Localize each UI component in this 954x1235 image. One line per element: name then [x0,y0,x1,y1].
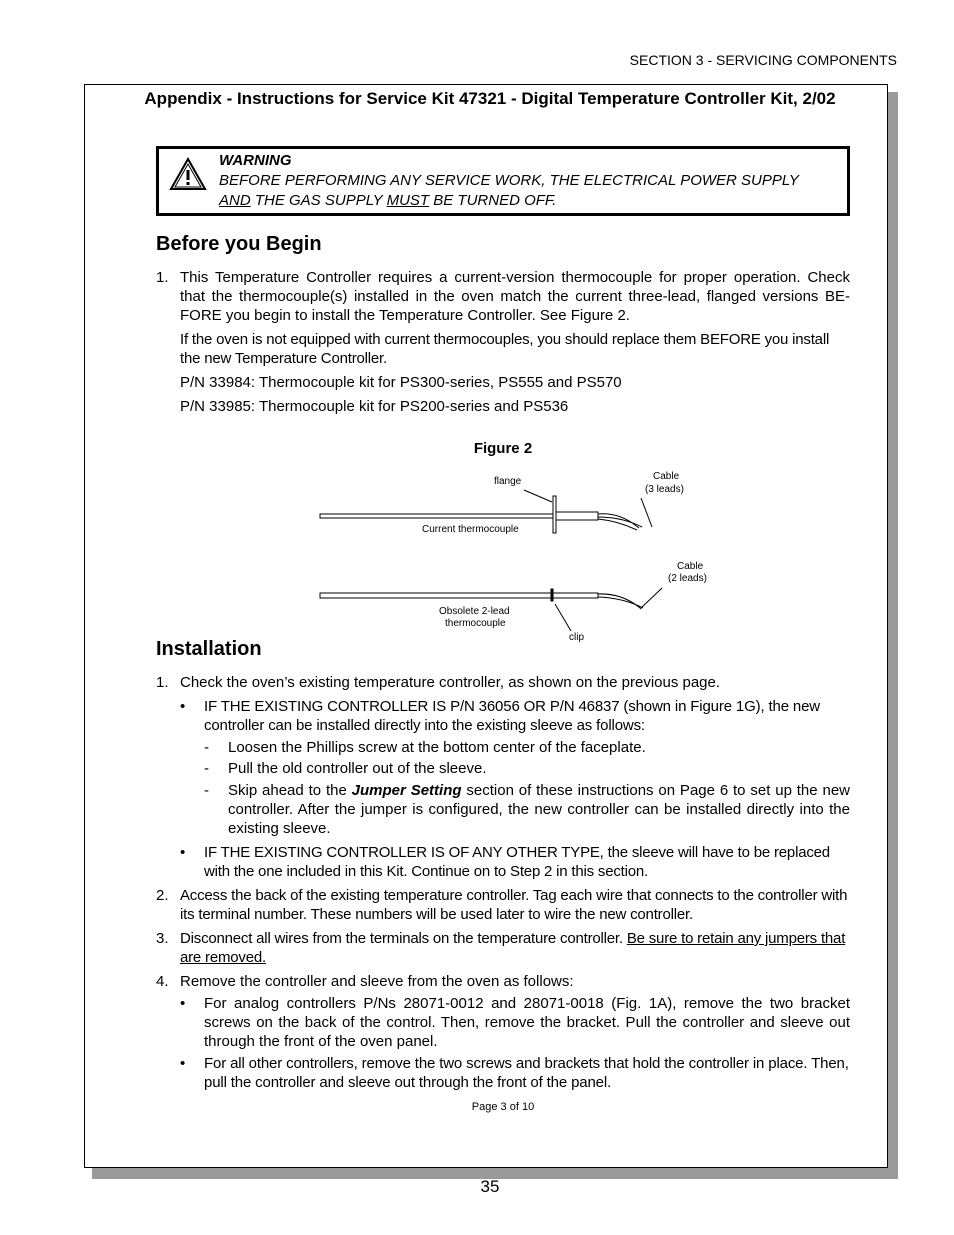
label-cable2-2: (2 leads) [668,573,707,584]
install-dash2: - [204,760,209,777]
install-step1-number: 1. [156,674,169,691]
install-step3-number: 3. [156,930,169,947]
current-probe-rod [320,514,555,518]
cable2-wire-a [598,594,640,608]
cable3-wire-c [598,519,637,530]
install-bullet1-text: IF THE EXISTING CONTROLLER IS P/N 36056 OR P/N 46837 (shown in Figure 1G), the new controller can be installed directly into the existing sleeve as follows: [204,698,820,734]
install-bullet2-text: IF THE EXISTING CONTROLLER IS OF ANY OTHER TYPE, the sleeve will have to be replaced with the one included in this Kit. Continue on to Step 2 in this section. [204,844,830,880]
warning-box [156,146,850,216]
label-cable2-1: Cable [677,561,704,572]
cable2-leader [640,588,662,609]
install-step3-text [180,929,852,967]
thermocouple-figure [300,462,740,652]
install-bullet4: • [180,1055,186,1072]
section-header: SECTION 3 - SERVICING COMPONENTS [629,52,897,68]
install-step2-text: Access the back of the existing temperature controller. Tag each wire that connects to the controller with its terminal number. These numbers will be used later to wire the new controller. [180,887,848,923]
install-dash3-post: section of these instructions on Page 6 to set up the new controller. After the jumper is configured, the new controller can be installed directly into the existing sleeve. [228,782,850,837]
warning-mid: THE GAS SUPPLY [250,192,387,209]
page-number: 35 [480,1177,500,1196]
warning-and: AND [219,192,251,209]
before-pn2: P/N 33985: Thermocouple kit for PS200-series and PS536 [180,398,569,415]
before-item1-text: This Temperature Controller requires a current-version thermocouple for proper operation. Check that the thermocouple(s) installed in the oven match the current three-lead, flanged versions BE-FORE you begin to install the Temperature Controller. See Figure 2. [180,269,850,324]
label-flange: flange [494,476,522,487]
warning-line1: BEFORE PERFORMING ANY SERVICE WORK, THE ELECTRICAL POWER SUPPLY [219,172,799,189]
figure-title: Figure 2 [473,440,533,457]
warning-text [219,151,841,211]
install-dash3-pre: Skip ahead to the [228,782,352,799]
label-obsolete-2: thermocouple [445,618,506,629]
install-bullet3: • [180,995,186,1012]
warning-title: WARNING [219,152,292,169]
cable3-leader [641,498,652,527]
install-dash3-text [228,781,850,838]
before-heading: Before you Begin [156,233,322,255]
warning-triangle-icon [169,157,207,191]
warning-end: BE TURNED OFF. [429,192,557,209]
install-bullet4-text: For all other controllers, remove the two screws and brackets that hold the controller in place. Then, pull the controller and sleeve out through the front of the panel. [204,1055,849,1091]
clip-leader [555,604,571,631]
install-bullet2: • [180,844,186,861]
install-dash1: - [204,739,209,756]
appendix-title: Appendix - Instructions for Service Kit 47321 - Digital Temperature Controller Kit, 2/02 [144,89,836,108]
label-clip: clip [569,632,585,643]
label-obsolete-1: Obsolete 2-lead [439,606,510,617]
warning-must: MUST [386,192,430,209]
install-step1-text: Check the oven’s existing temperature controller, as shown on the previous page. [180,674,721,691]
current-probe-flange [553,496,556,533]
install-step4-text: Remove the controller and sleeve from the oven as follows: [180,973,574,990]
installation-heading: Installation [156,638,262,660]
before-para2: If the oven is not equipped with current thermocouples, you should replace them BEFORE you install the new Temperature Controller. [180,331,830,367]
install-dash2-text: Pull the old controller out of the sleeve. [228,760,487,777]
current-probe-sleeve [555,512,598,520]
label-cable3-2: (3 leads) [645,484,684,495]
install-bullet1: • [180,698,186,715]
install-step2-number: 2. [156,887,169,904]
warning-line2 [219,191,841,211]
install-dash1-text: Loosen the Phillips screw at the bottom center of the faceplate. [228,739,646,756]
page-footer: Page 3 of 10 [471,1101,535,1113]
label-cable3-1: Cable [653,471,680,482]
obsolete-probe-clip [551,589,553,601]
label-current: Current thermocouple [422,524,519,535]
install-step3-pre: Disconnect all wires from the terminals on the temperature controller. [180,930,627,947]
before-item1-number: 1. [156,269,169,286]
obsolete-probe-rod [320,593,598,598]
install-step4-number: 4. [156,973,169,990]
install-dash3-bold: Jumper Setting [351,782,462,799]
cable2-wire-b [598,597,643,608]
flange-leader [524,490,552,502]
install-dash3: - [204,782,209,799]
before-pn1: P/N 33984: Thermocouple kit for PS300-series, PS555 and PS570 [180,374,622,391]
install-step3-underline: Be sure to retain any jumpers that are removed. [180,930,846,966]
cable3-wire-a [598,514,639,528]
install-bullet3-text: For analog controllers P/Ns 28071-0012 and 28071-0018 (Fig. 1A), remove the two bracket screws on the back of the control. Then, remove the bracket. Pull the controller and sleeve out through the front of the oven panel. [204,995,850,1050]
